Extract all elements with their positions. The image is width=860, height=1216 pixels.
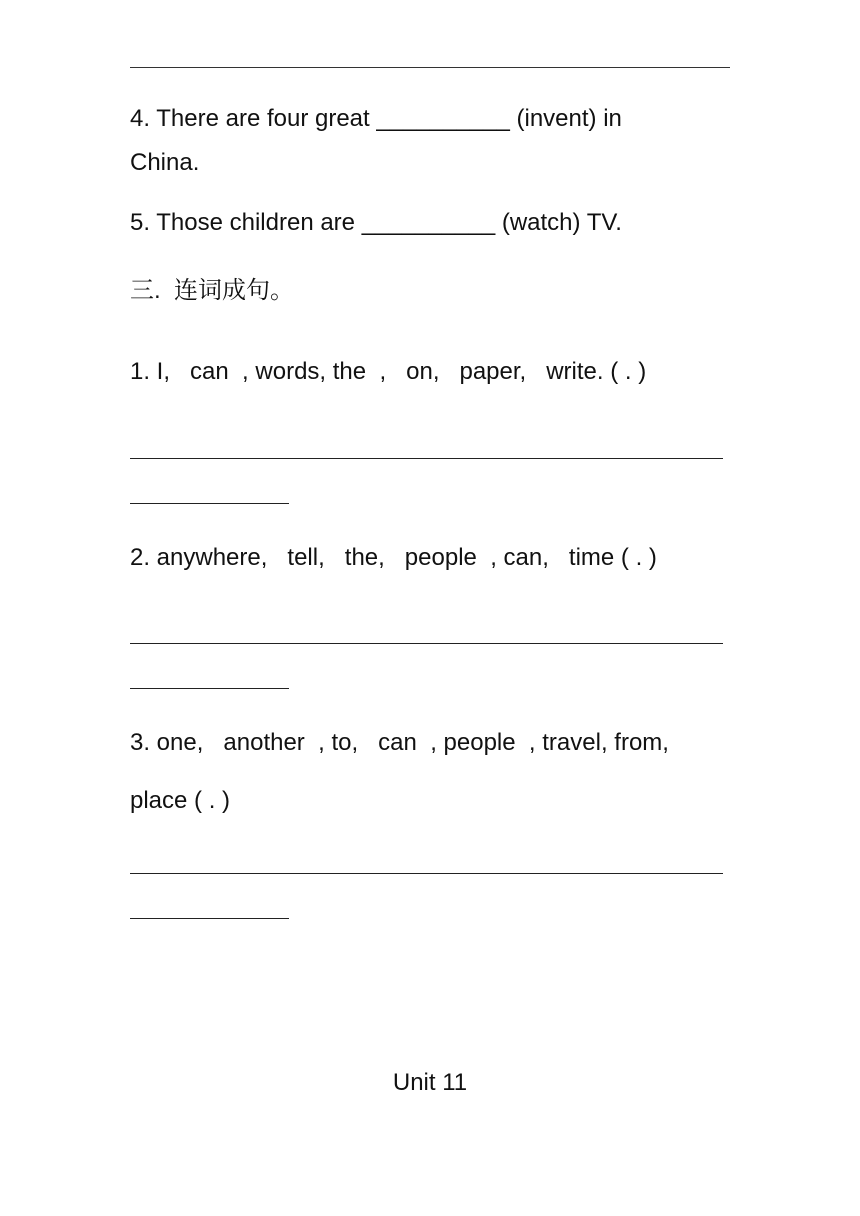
sentence-2-answer-line <box>130 643 723 644</box>
sentence-2-words: 2. anywhere, tell, the, people , can, time ( . ) <box>130 544 657 571</box>
question-5: 5. Those children are __________ (watch) TV. <box>130 209 622 236</box>
sentence-1-words: 1. I, can , words, the , on, paper, write. ( . ) <box>130 358 647 385</box>
question-4-line-1: 4. There are four great __________ (invent) in <box>130 105 622 132</box>
sentence-1-answer-line-continued <box>130 503 289 504</box>
unit-footer: Unit 11 <box>392 1069 468 1096</box>
sentence-1-answer-line <box>130 458 723 459</box>
top-divider <box>130 67 730 68</box>
sentence-3-words-line-1: 3. one, another , to, can , people , travel, from, <box>130 729 669 756</box>
question-4-line-2: China. <box>130 149 200 176</box>
sentence-2-answer-line-continued <box>130 688 289 689</box>
sentence-3-answer-line <box>130 873 723 874</box>
sentence-3-answer-line-continued <box>130 918 289 919</box>
section-3-heading: 三. 连词成句。 <box>130 277 295 304</box>
sentence-3-words-line-2: place ( . ) <box>130 787 231 814</box>
